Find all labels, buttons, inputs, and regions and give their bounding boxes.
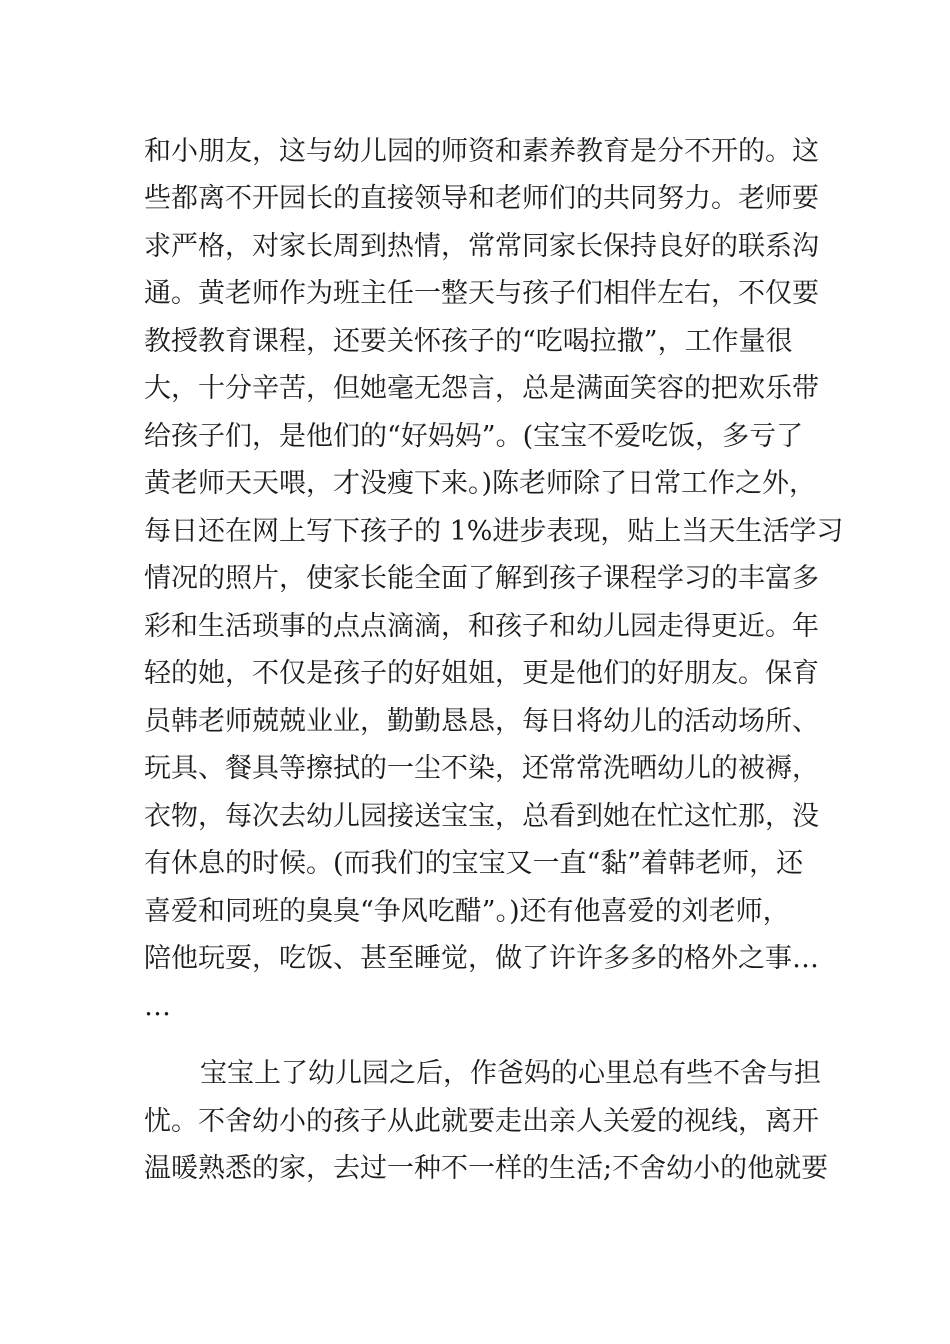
paragraph-line: 每日还在网上写下孩子的 1%进步表现，贴上当天生活学习	[144, 516, 844, 547]
paragraph-line: 喜爱和同班的臭臭“争风吃醋”。)还有他喜爱的刘老师，	[144, 896, 790, 927]
paragraph-line: 有休息的时候。(而我们的宝宝又一直“黏”着韩老师，还	[144, 848, 804, 879]
paragraph-line: 员韩老师兢兢业业，勤勤恳恳，每日将幼儿的活动场所、	[144, 706, 819, 737]
paragraph-line: 和小朋友，这与幼儿园的师资和素养教育是分不开的。这	[144, 136, 819, 167]
paragraph-line: 宝宝上了幼儿园之后，作爸妈的心里总有些不舍与担	[200, 1058, 821, 1089]
paragraph-line: 情况的照片，使家长能全面了解到孩子课程学习的丰富多	[144, 563, 819, 594]
paragraph-line: 玩具、餐具等擦拭的一尘不染，还常常洗晒幼儿的被褥，	[144, 753, 819, 784]
paragraph-line: …	[144, 991, 171, 1022]
paragraph-line: 轻的她，不仅是孩子的好姐姐，更是他们的好朋友。保育	[144, 658, 819, 689]
paragraph-line: 通。黄老师作为班主任一整天与孩子们相伴左右，不仅要	[144, 278, 819, 309]
paragraph-line: 衣物，每次去幼儿园接送宝宝，总看到她在忙这忙那，没	[144, 801, 819, 832]
paragraph-line: 温暖熟悉的家，去过一种不一样的生活;不舍幼小的他就要	[144, 1153, 829, 1184]
paragraph-line: 大，十分辛苦，但她毫无怨言，总是满面笑容的把欢乐带	[144, 373, 819, 404]
paragraph-line: 给孩子们，是他们的“好妈妈”。(宝宝不爱吃饭，多亏了	[144, 421, 804, 452]
paragraph-line: 忧。不舍幼小的孩子从此就要走出亲人关爱的视线，离开	[144, 1106, 819, 1137]
paragraph-line: 黄老师天天喂，才没瘦下来。)陈老师除了日常工作之外，	[144, 468, 817, 499]
paragraph-line: 些都离不开园长的直接领导和老师们的共同努力。老师要	[144, 183, 819, 214]
paragraph-line: 教授教育课程，还要关怀孩子的“吃喝拉撒”，工作量很	[144, 326, 793, 357]
paragraph-line: 彩和生活琐事的点点滴滴，和孩子和幼儿园走得更近。年	[144, 611, 819, 642]
paragraph-line: 陪他玩耍，吃饭、甚至睡觉，做了许许多多的格外之事…	[144, 943, 819, 974]
paragraph-line: 求严格，对家长周到热情，常常同家长保持良好的联系沟	[144, 231, 819, 262]
